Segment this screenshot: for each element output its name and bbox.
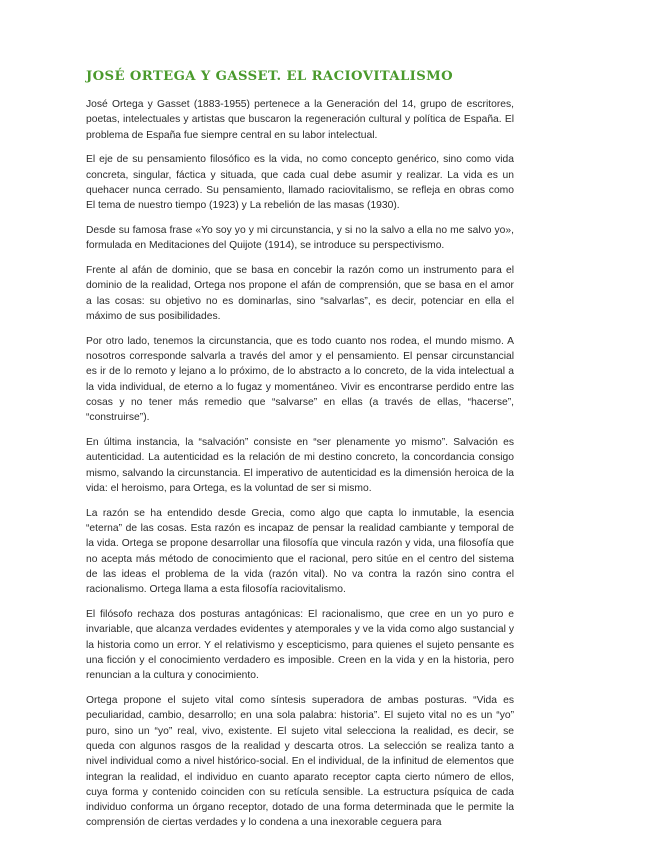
- paragraph-sujeto-vital: Ortega propone el sujeto vital como síntesis superadora de ambas posturas. “Vida es peculiaridad, cambio, desarrollo; en una sola palabra: historia”. El sujeto vital no es un “yo” puro, sino un “yo” real, vivo, existente. El sujeto vital selecciona la realidad, es decir, se queda con algunos rasgos de la realidad y descarta otros. La selección se realiza tanto a nivel individual como a nivel histórico-social. En el individual, de la infinitud de elementos que integran la realidad, el individuo en cuanto aparato receptor capta cierto número de ellos, cuya forma y contenido coinciden con su retícula sensible. La estructura psíquica de cada individuo conforma un órgano receptor, dotado de una forma determinada que le permite la comprensión de ciertas verdades y lo condena a una inexorable ceguera para: [86, 695, 514, 829]
- paragraph-posturas-antagonicas: El filósofo rechaza dos posturas antagónicas: El racionalismo, que cree en un yo puro e invariable, que alcanza verdades evidentes y atemporales y ve la vida como algo sustancial y la historia como un error. Y el relativismo y escepticismo, para quienes el sujeto pensante es una ficción y el conocimiento verdadero es imposible. Creen en la vida y en la historia, pero renuncian a la cultura y conocimiento.: [86, 609, 514, 682]
- paragraph-eje-vida: El eje de su pensamiento filosófico es la vida, no como concepto genérico, sino como vida concreta, singular, fáctica y situada, que cada cual debe asumir y realizar. La vida es un quehacer nunca cerrado. Su pensamiento, llamado raciovitalismo, se refleja en obras como El tema de nuestro tiempo (1923) y La rebelión de las masas (1930).: [86, 154, 514, 212]
- document-page: [86, 68, 514, 840]
- paragraph-generacion-14: José Ortega y Gasset (1883-1955) pertenece a la Generación del 14, grupo de escritores, poetas, intelectuales y artistas que buscaron la regeneración cultural y política de España. El problema de España fue siempre central en su labor intelectual.: [86, 99, 514, 141]
- paragraph-circunstancia: Por otro lado, tenemos la circunstancia, que es todo cuanto nos rodea, el mundo mismo. A nosotros corresponde salvarla a través del amor y el pensamiento. El pensar circunstancial es ir de lo remoto y lejano a lo próximo, de lo abstracto a lo concreto, de la vida intelectual a la vida individual, de eterno a lo fugaz y momentáneo. Vivir es encontrarse perdido entre las cosas y no tener más remedio que “salvarse” en ellas (a través de ellas, “hacerse”, “construirse”).: [86, 335, 514, 424]
- paragraph-perspectivismo: Desde su famosa frase «Yo soy yo y mi circunstancia, y si no la salvo a ella no me salvo yo», formulada en Meditaciones del Quijote (1914), se introduce su perspectivismo.: [86, 225, 514, 252]
- paragraph-salvacion: En última instancia, la “salvación” consiste en “ser plenamente yo mismo”. Salvación es autenticidad. La autenticidad es la relación de mi destino concreto, la concordancia consigo mismo, salvando la circunstancia. El imperativo de autenticidad es la dimensión heroica de la vida: el heroismo, para Ortega, es la voluntad de ser si mismo.: [86, 437, 514, 495]
- paragraph-afan-comprension: Frente al afán de dominio, que se basa en concebir la razón como un instrumento para el dominio de la realidad, Ortega nos propone el afán de comprensión, que se basa en el amor a las cosas: su objetivo no es dominarlas, sino “salvarlas”, es decir, potenciar en ella el máximo de sus posibilidades.: [86, 265, 514, 323]
- paragraph-razon-vital: La razón se ha entendido desde Grecia, como algo que capta lo inmutable, la esencia “eterna” de las cosas. Esta razón es incapaz de pensar la realidad cambiante y temporal de la vida. Ortega se propone desarrollar una filosofía que vincula razón y vida, una filosofía que no acepta más método de conocimiento que el racional, pero sitúe en el centro del sistema de las ideas el problema de la vida (razón vital). No va contra la razón sino contra el racionalismo. Ortega llama a esta filosofía raciovitalismo.: [86, 507, 514, 596]
- document-title: JOSÉ ORTEGA Y GASSET. EL RACIOVITALISMO: [86, 69, 454, 84]
